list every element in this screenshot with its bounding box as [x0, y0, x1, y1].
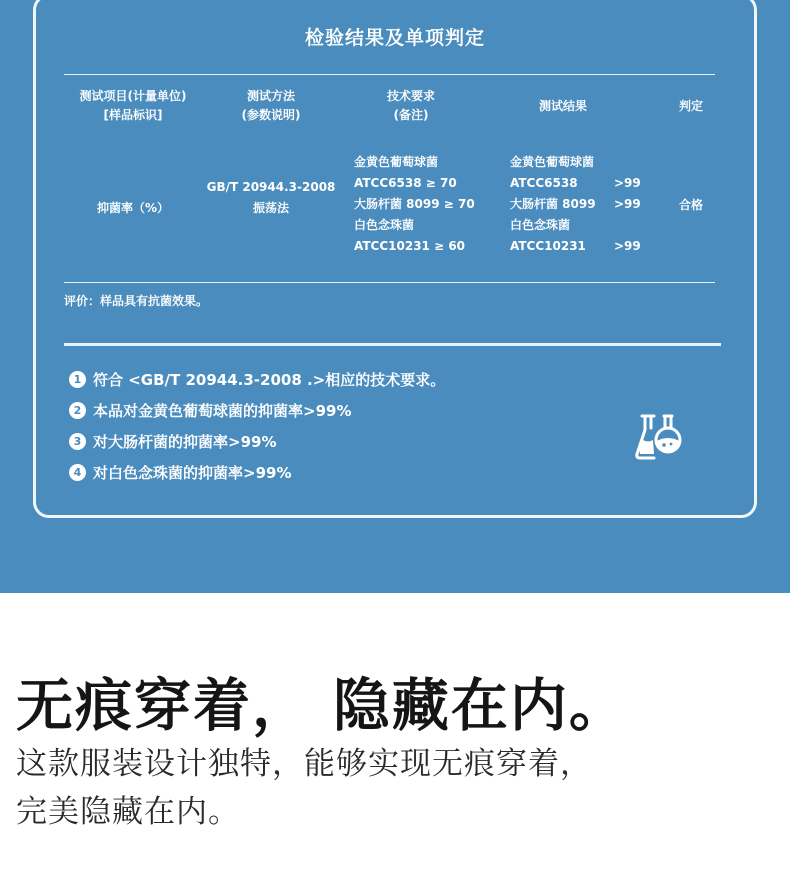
requirement-line: 大肠杆菌 8099 ≥ 70 — [354, 197, 475, 211]
feature-description: 这款服装设计独特，能够实现无痕穿着， 完美隐藏在内。 — [16, 746, 592, 830]
conclusion-text: 本品对金黄色葡萄球菌的抑菌率>99% — [93, 402, 352, 420]
conclusion-item — [69, 457, 445, 488]
row-test-method: GB/T 20944.3-2008 振荡法 — [206, 180, 336, 215]
number-badge: 3 — [69, 433, 86, 450]
result-name: ATCC6538 — [510, 176, 578, 190]
result-name: 金黄色葡萄球菌 — [510, 155, 595, 169]
result-name: 大肠杆菌 8099 — [510, 197, 596, 211]
row-judgement: 合格 — [678, 198, 703, 212]
conclusion-item — [69, 395, 445, 426]
header-test-method: 测试方法 (参数说明) — [241, 89, 301, 122]
header-result: 测试结果 — [538, 99, 587, 113]
row-test-item: 抑菌率（%） — [96, 201, 170, 215]
number-badge: 4 — [69, 464, 86, 481]
report-card — [33, 0, 757, 518]
number-badge: 2 — [69, 402, 86, 419]
result-name: ATCC10231 — [510, 239, 586, 253]
section-divider — [64, 343, 721, 346]
conclusion-item — [69, 426, 445, 457]
conclusion-text: 符合 <GB/T 20944.3-2008 .>相应的技术要求。 — [93, 371, 446, 389]
row-result-values — [614, 152, 641, 257]
conclusion-item — [69, 364, 445, 395]
header-requirement: 技术要求 (备注) — [386, 89, 435, 122]
lab-flask-icon — [634, 410, 684, 462]
result-value — [614, 152, 641, 173]
number-badge: 1 — [69, 371, 86, 388]
requirement-line: ATCC6538 ≥ 70 — [354, 176, 457, 190]
feature-headline: 无痕穿着， 隐藏在内。 — [16, 673, 628, 739]
header-judgement: 判定 — [678, 99, 703, 113]
header-divider — [64, 74, 715, 75]
conclusion-text: 对大肠杆菌的抑菌率>99% — [93, 433, 277, 451]
table-bottom-divider — [64, 282, 715, 283]
report-title: 检验结果及单项判定 — [304, 27, 485, 49]
row-requirements — [354, 152, 475, 257]
result-value — [614, 215, 641, 236]
evaluation-text: 评价：样品具有抗菌效果。 — [64, 294, 209, 308]
result-name: 白色念珠菌 — [510, 218, 571, 232]
requirement-line: 金黄色葡萄球菌 — [354, 155, 439, 169]
result-value: >99 — [614, 176, 641, 190]
conclusion-text: 对白色念珠菌的抑菌率>99% — [93, 464, 292, 482]
requirement-line: ATCC10231 ≥ 60 — [354, 239, 466, 253]
row-result-names — [510, 152, 596, 257]
result-value: >99 — [614, 239, 641, 253]
conclusion-list — [69, 364, 445, 488]
result-value: >99 — [614, 197, 641, 211]
header-test-item: 测试项目(计量单位) [样品标识] — [79, 89, 187, 122]
requirement-line: 白色念珠菌 — [354, 218, 415, 232]
